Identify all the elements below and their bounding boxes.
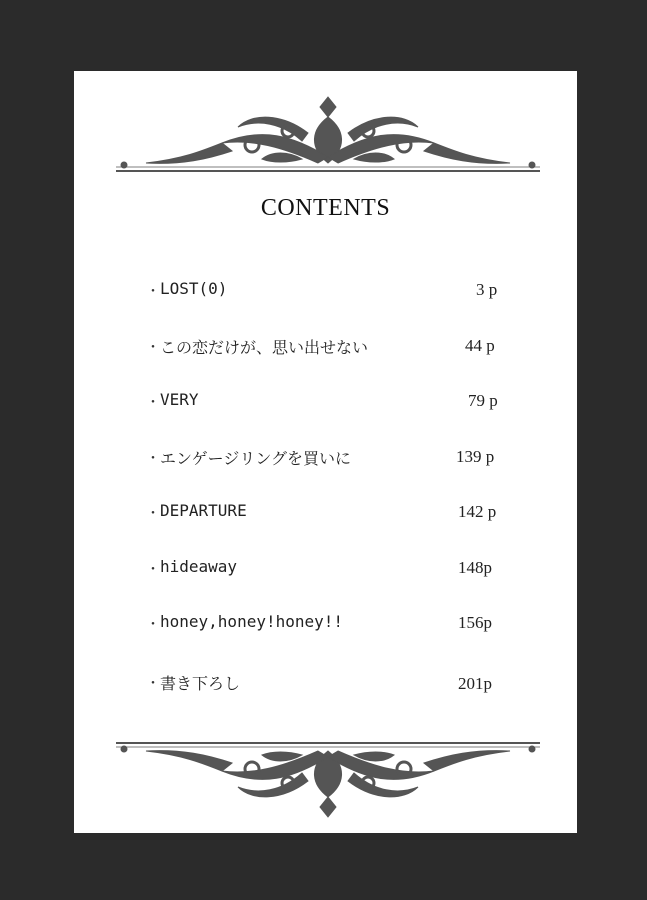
toc-entry-title: honey,honey!honey!!	[160, 612, 344, 631]
toc-entry-page: 156p	[458, 613, 492, 632]
toc-entry-page: 3 p	[476, 280, 498, 299]
table-of-contents	[74, 71, 577, 833]
bullet-icon: ・	[146, 451, 160, 467]
bullet-icon: ・	[146, 676, 160, 692]
toc-entry-page: 148p	[458, 558, 492, 577]
bullet-icon: ・	[146, 284, 160, 300]
toc-entry	[146, 612, 577, 636]
bullet-icon: ・	[146, 395, 160, 411]
toc-entry-title: この恋だけが、思い出せない	[160, 338, 369, 357]
bullet-icon: ・	[146, 506, 160, 522]
toc-entry-page: 79 p	[468, 391, 498, 410]
toc-entry-page: 44 p	[465, 336, 495, 355]
page-title: CONTENTS	[260, 195, 391, 221]
toc-entry-title: DEPARTURE	[160, 501, 247, 520]
toc-entry	[146, 279, 577, 303]
bullet-icon: ・	[146, 617, 160, 633]
toc-entry-title: エンゲージリングを買いに	[160, 449, 352, 468]
bullet-icon: ・	[146, 340, 160, 356]
toc-entry	[146, 335, 577, 359]
toc-entry-page: 201p	[458, 674, 492, 693]
toc-entry-page: 139 p	[456, 447, 495, 466]
toc-entry-title: VERY	[160, 390, 199, 409]
toc-entry-title: LOST(0)	[160, 279, 228, 298]
toc-entry	[146, 390, 577, 414]
toc-entry	[146, 557, 577, 581]
bottom-ornament-icon	[112, 731, 544, 821]
toc-entry	[146, 671, 577, 695]
toc-entry	[146, 446, 577, 470]
toc-entry	[146, 501, 577, 525]
toc-entry-title: 書き下ろし	[160, 674, 241, 693]
toc-entry-page: 142 p	[458, 502, 497, 521]
bullet-icon: ・	[146, 562, 160, 578]
toc-entry-title: hideaway	[160, 557, 238, 576]
document-page	[74, 71, 577, 833]
